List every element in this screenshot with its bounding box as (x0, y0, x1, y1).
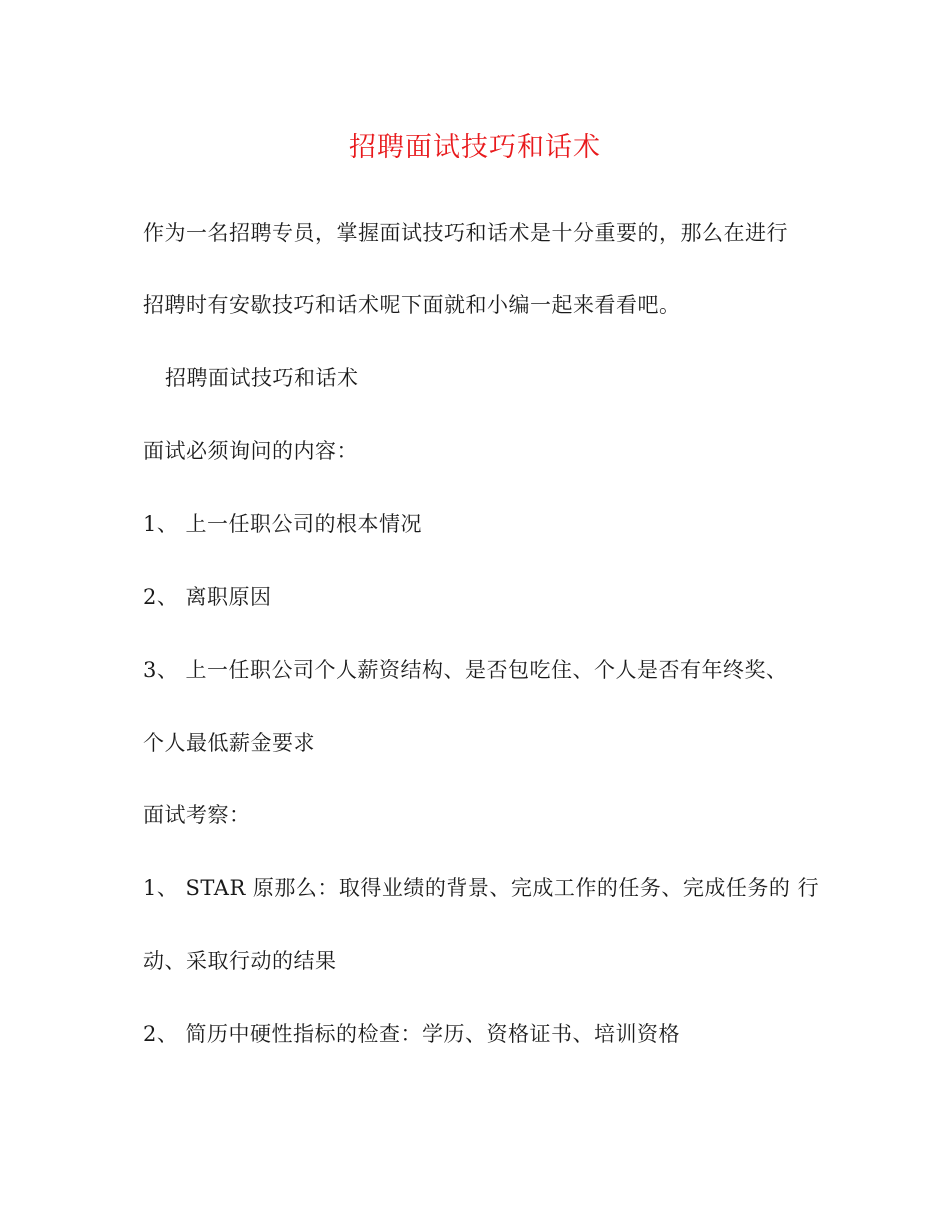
list-item-star-principle-continued: 动、采取行动的结果 (143, 949, 337, 973)
list-item-resume-check: 2、 简历中硬性指标的检查：学历、资格证书、培训资格 (143, 1022, 681, 1046)
list-item-star-principle: 1、 STAR 原那么：取得业绩的背景、完成工作的任务、完成任务的 行 (143, 876, 820, 900)
section-heading: 招聘面试技巧和话术 (165, 366, 359, 390)
list-item-previous-company: 1、 上一任职公司的根本情况 (143, 512, 423, 536)
list-item-salary-structure: 3、 上一任职公司个人薪资结构、是否包吃住、个人是否有年终奖、 (143, 658, 788, 682)
paragraph-intro-line-2: 招聘时有安歇技巧和话术呢下面就和小编一起来看看吧。 (143, 293, 681, 317)
subheading-required-questions: 面试必须询问的内容： (143, 439, 358, 463)
list-item-salary-structure-continued: 个人最低薪金要求 (143, 731, 315, 755)
paragraph-intro-line-1: 作为一名招聘专员，掌握面试技巧和话术是十分重要的，那么在进行 (143, 221, 788, 245)
document-title: 招聘面试技巧和话术 (349, 132, 601, 163)
subheading-interview-evaluation: 面试考察： (143, 803, 251, 827)
list-item-leaving-reason: 2、 离职原因 (143, 585, 272, 609)
